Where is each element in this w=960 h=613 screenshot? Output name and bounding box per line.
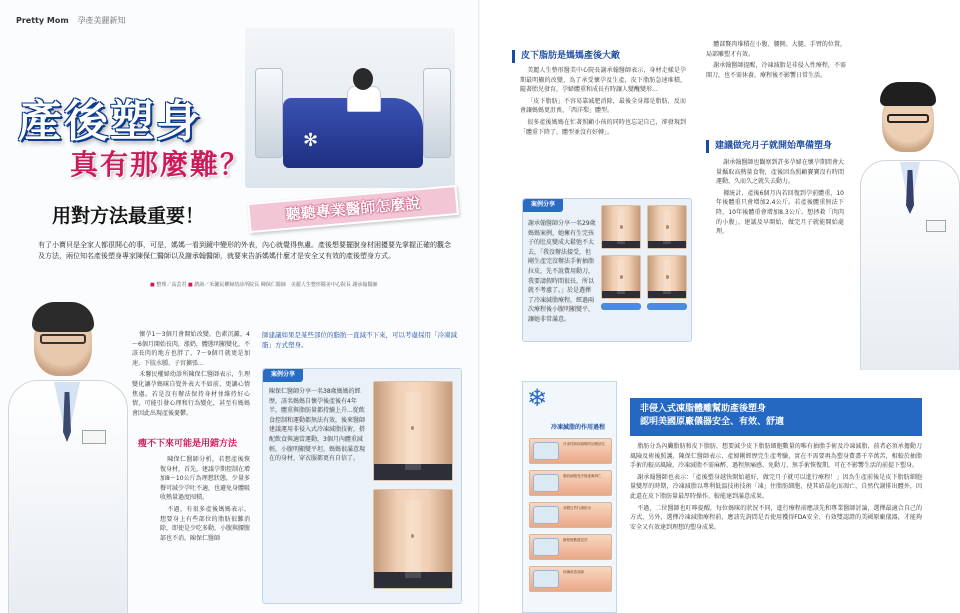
paragraph: 美麗人生整形醫美中心院長謝承翰醫師表示，身材走樣是孕期最明顯的改變，為了承受懷孕及生產，皮下脂肪急速堆積，隨著胎兒發育，孕婦體重和成長有時讓人變醜變形... bbox=[520, 67, 686, 94]
byline-editor: 整理／高芸君 bbox=[156, 282, 187, 288]
cryo-step: 療程後數週見效 bbox=[529, 534, 612, 560]
paragraph: 不過，有很多產後媽媽表示，想要身上有些部位的脂肪很難消除，即使是少吃多動，小腹與腰腹部也不消。陳保仁醫師 bbox=[160, 505, 251, 542]
cryo-process-title: 冷凍減脂的作用過程 bbox=[551, 424, 606, 431]
paragraph: 謝承翰醫師也觀察到許多孕婦在懷孕期間會大量攝取高熱量食物，產後因為照顧寶寶沒有時間運動，久而久之就失去動力。 bbox=[716, 159, 844, 186]
paragraph: 很多產後媽媽在忙著照顧小孩的同時也忘記自己，卻發現到「體重下降了，體型並沒有好轉」。 bbox=[520, 118, 686, 136]
after-caption-bar bbox=[647, 303, 687, 310]
case-box-left bbox=[262, 368, 462, 604]
left-column-1-top bbox=[132, 330, 250, 430]
before-caption-bar bbox=[601, 303, 641, 310]
feature-banner bbox=[630, 398, 922, 436]
cryo-step: 冷卻控制探頭吸附治療部位 bbox=[529, 438, 612, 464]
bullet-icon: ■ bbox=[187, 282, 193, 288]
paragraph: 體部贅肉堆積在小腹、腰側、大腿、手臂的位置，局部雕塑才有效。 bbox=[706, 41, 846, 58]
patient-head bbox=[353, 68, 373, 90]
device-right bbox=[423, 68, 451, 158]
case-text: 陳保仁醫師分享一名38歲媽媽的經歷，該名媽媽自懷孕後產後有4年半，體重與脂肪量都持續上升...從飲食控制和運動都無法有效，後來醫師建議運用非侵入式冷凍減脂技術，搭配飲食與適當運動，3個月內體重減輕，小腹明顯變平坦，媽媽很滿意現在的身材，穿衣服都更有自信了。 bbox=[269, 388, 366, 463]
after-belly-photo bbox=[647, 255, 687, 299]
case-tag: 案例分享 bbox=[263, 369, 303, 382]
byline bbox=[150, 282, 460, 289]
page-tagline: 用對方法最重要！ bbox=[52, 205, 205, 227]
right-page bbox=[480, 0, 960, 613]
paragraph: 陳保仁醫師分析，若想產後恢復身材，首先，建議孕期控制在增加8～10公斤為理想狀態，少量多餐可減少孕吐不適，也避免身體吸收熱量過度囤積。 bbox=[160, 456, 251, 502]
paragraph: 謝承翰醫師也表示：「產後塑身越快開始越好，做完月子就可以進行療程！」因為生產前後是皮下脂肪細胞量變厚的時期，冷凍減脂以專利低溫技術技術「凍」住脂肪細胞，使其結晶化而凋亡，自然代謝排出體外，因此還在皮下脂肪量最厚時操作，較能達到滿意成果。 bbox=[630, 473, 922, 500]
banner-line-2: 認明美國原廠儀器安全、有效、舒適 bbox=[640, 417, 785, 428]
after-belly-photo bbox=[373, 489, 453, 589]
before-belly-photo bbox=[373, 381, 453, 481]
page-title: 產後塑身 bbox=[18, 96, 202, 147]
cryo-process-panel bbox=[522, 381, 617, 613]
doctor-photo-right bbox=[860, 70, 960, 370]
right-top-text bbox=[520, 66, 686, 188]
section-heading-wrong-method: 瘦不下來可能是用錯方法 bbox=[138, 439, 238, 449]
masthead bbox=[16, 15, 125, 27]
after-belly-photo bbox=[647, 205, 687, 249]
doctor-hair bbox=[32, 302, 94, 332]
device-left bbox=[255, 68, 283, 158]
paragraph: 脂肪分為內臟脂肪和皮下脂肪，想要減少皮下脂肪細胞數量的唯有抽脂手術及冷凍減脂，前者必須承擔動刀風險及術後照護，陳保仁醫師表示，產婦剛經歷完生產考驗，實在不需要再為塑身費盡千辛萬苦，相較於抽脂手術的較高風險，冷凍減脂不需麻醉、過程無痛感、免動刀、無手術恢復期，可在不影響生活的前提下塑身。 bbox=[630, 443, 922, 470]
brand-name: Pretty Mom bbox=[16, 16, 69, 25]
doctor-glasses bbox=[40, 334, 86, 344]
hero-photo bbox=[245, 28, 455, 188]
paragraph: 謝承翰醫師提醒，冷凍減脂是非侵入性療程，不需開刀，也不需休養，療程後不影響日常生活。 bbox=[706, 62, 846, 79]
bullet-icon: ■ bbox=[150, 282, 155, 288]
cryo-step: 脂肪細胞受冷後逐漸凋亡 bbox=[529, 470, 612, 496]
cryo-step: 身體自然代謝排出 bbox=[529, 502, 612, 528]
paragraph: 不過，二位醫師也叮嚀提醒，每位媽咪的狀況不同，進行療程前應該先和專業醫師討論，選擇最適合自己的方式，另外，選擇冷凍減脂療程前，應該先詢問是否使用獲得FDA安全、有效雙認證的美國原廠儀器，才能夠安全又有效達到理想的塑身成果。 bbox=[630, 504, 922, 531]
byline-advisors: 諮詢／禾馨民權婦幼診所院長 陳保仁醫師 美麗人生整形醫美中心院長 謝承翰醫師 bbox=[194, 282, 378, 288]
case-box-right bbox=[522, 198, 692, 342]
paragraph: 懷孕1～3個月會開始改變，色素沉澱，4～6個月開始長肉，漲奶，體態明顯變化，不該長肉的地方也胖了，7～9個月就更是加速、下肢水腫、子宮擴張... bbox=[132, 331, 250, 367]
right-column-a-bottom bbox=[716, 158, 844, 358]
intro-paragraph: 有了小寶貝是全家人都很開心的事，可是，媽媽一看到鏡中變形的外表，內心就覺得焦慮。產後想要擺脫身材困擾要先掌握正確的觀念及方法，兩位知名產後塑身專家陳保仁醫師以及謝承翰醫師，就要來告訴媽媽什麼才是安全又有效的產後塑身方式。 bbox=[38, 241, 451, 260]
page-subtitle: 真有那麼難？ bbox=[70, 148, 251, 181]
case-text: 謝承翰醫師分享一名29歲媽媽案例，她擁有生完孩子的肚皮變成大鬆弛不太去，「我沒辦法接受，但剛生產完沒辦法手術抽脂拉皮，先不說費用動刀，我要請假時間很長，所以就不考慮了。」於是選擇了冷凍減脂療程，經過兩次療程後小腹明顯變平，讓她非常滿意。 bbox=[528, 220, 596, 323]
paragraph: 「皮下脂肪」不容易靠減肥消除，最後全身都是脂肪，反而會讓媽媽更沮喪，「西洋梨」體型。 bbox=[520, 97, 686, 115]
before-belly-photo bbox=[601, 205, 641, 249]
snowflake-icon: ❄ bbox=[527, 384, 548, 412]
section-heading-after-confinement: 建議做完月子就開始準備塑身 bbox=[706, 140, 832, 153]
brand-flower-icon: ✻ bbox=[303, 130, 319, 151]
left-column-1-bottom bbox=[160, 455, 250, 610]
cryo-step: 持續改善曲線 bbox=[529, 566, 612, 592]
doctor-name-badge bbox=[82, 430, 106, 444]
right-bottom-text bbox=[630, 442, 922, 610]
section-heading-subcutaneous-fat: 皮下脂肪是媽媽產後大敵 bbox=[512, 50, 620, 63]
title-ribbon: 聽聽專業醫師怎麼說 bbox=[247, 185, 459, 233]
doctor-photo-left bbox=[8, 300, 128, 613]
before-belly-photo bbox=[601, 255, 641, 299]
paragraph: 據統計，產後6個月內若回復到孕前體重，10年後體重只會增加2.4公斤。若產後體重無法下降，10年後體重會增加8.3公斤。想拯救「肉肉的小腹」，建議及早開始，做完月子就能開始處理。 bbox=[716, 189, 844, 236]
section-name: 孕產美麗新知 bbox=[77, 16, 126, 25]
pull-quote: 師建議如果是某些部位的脂肪一直減不下來，可以考慮採用「冷凍減脂」方式塑身。 bbox=[262, 331, 457, 350]
right-column-a-top bbox=[706, 40, 846, 130]
banner-line-1: 非侵入式凍脂體雕幫助產後塑身 bbox=[640, 404, 767, 414]
case-tag: 案例分享 bbox=[523, 199, 563, 212]
paragraph: 禾馨民權婦幼診所陳保仁醫師表示，生理變化讓孕媽咪自覺外表大不如前，更讓心情焦慮。若是沒有辦法保持身材並維持好心情，可能引發心理和行為變化，甚至有媽媽會因此出現產後憂鬱。 bbox=[132, 371, 250, 417]
